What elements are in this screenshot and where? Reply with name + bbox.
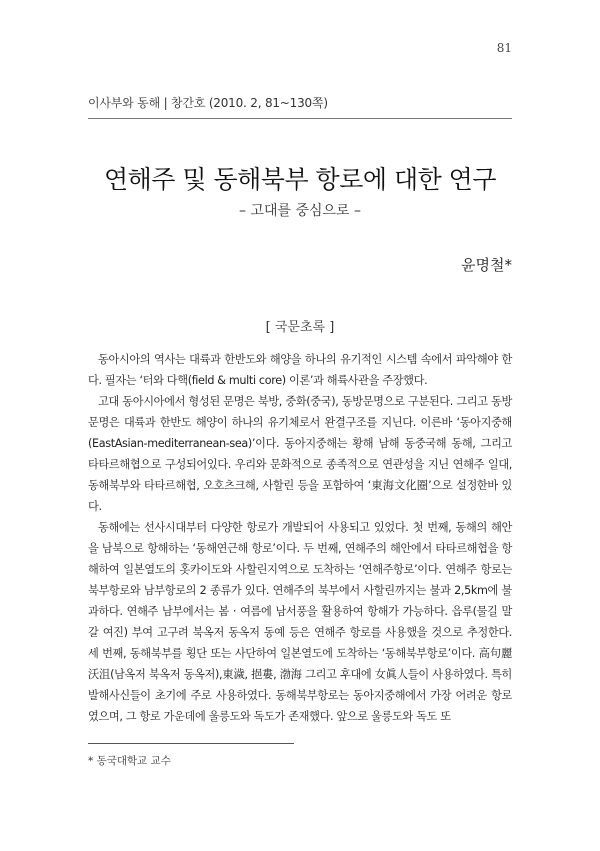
abstract-paragraph-1: 동아시아의 역사는 대륙과 한반도와 해양을 하나의 유기적인 시스템 속에서 파악해야 한다. 필자는 ‘터와 다핵(field & multi core) 이론’과 해륙사관을 주장했다. — [88, 353, 512, 387]
header-divider — [88, 118, 512, 119]
page-number: 81 — [496, 41, 512, 55]
paper-title: 연해주 및 동해북부 항로에 대한 연구 — [104, 165, 496, 194]
abstract-paragraph-2: 고대 동아시아에서 형성된 문명은 북방, 중화(중국), 동방문명으로 구분된다. 그리고 동방문명은 대륙과 한반도 해양이 하나의 유기체로서 완결구조를 지닌다. 이른바 ‘동아지중해(EastAsian-mediterranean-sea)’이다. 동아지중해는 황해 남해 동중국해 동해, 그리고 타타르해협으로 구성되어있다. 우리와 문화적으로 종족적으로 연관성을 지닌 연해주 일대, 동해북부와 타타르해협, 오호츠크해, 사할린 등을 포함하여 ‘東海文化圈’으로 설정한바 있다. — [88, 395, 512, 513]
abstract-body — [88, 349, 512, 727]
abstract-heading: [ 국문초록 ] — [265, 320, 335, 335]
author-footnote: * 동국대학교 교수 — [88, 755, 171, 767]
author-name: 윤명철* — [461, 256, 512, 274]
journal-info: 이사부와 동해 | 창간호 (2010. 2, 81~130쪽) — [88, 96, 328, 110]
paper-subtitle: – 고대를 중심으로 – — [238, 203, 362, 219]
footnote-divider — [88, 743, 294, 744]
abstract-paragraph-3: 동해에는 선사시대부터 다양한 항로가 개발되어 사용되고 있었다. 첫 번째, 동해의 해안을 남북으로 항해하는 ‘동해연근해 항로’이다. 두 번째, 연해주의 해안에서 타타르해협을 항해하여 일본열도의 홋카이도와 사할린지역으로 도착하는 ‘연해주항로’이다. 연해주 항로는 북부항로와 남부항로의 2 종류가 있다. 연해주의 북부에서 사할린까지는 불과 2,5km에 불과하다. 연해주 남부에서는 봄 · 여름에 남서풍을 활용하여 항해가 가능하다. 읍루(물길 말갈 여진) 부여 고구려 북옥저 동옥저 동예 등은 연해주 항로를 사용했을 것으로 추정한다. 세 번째, 동해북부를 횡단 또는 사단하여 일본열도에 도착하는 ‘동해북부항로’이다. 高句麗 沃沮(남옥저 북옥저 동옥저),東濊, 挹婁, 渤海 그리고 후대에 女眞人들이 사용하였다. 특히 발해사신들이 초기에 주로 사용하였다. 동해북부항로는 동아지중해에서 가장 어려운 항로였으며, 그 항로 가운데에 울릉도와 독도가 존재했다. 앞으로 울릉도와 독도 또 — [88, 521, 512, 723]
